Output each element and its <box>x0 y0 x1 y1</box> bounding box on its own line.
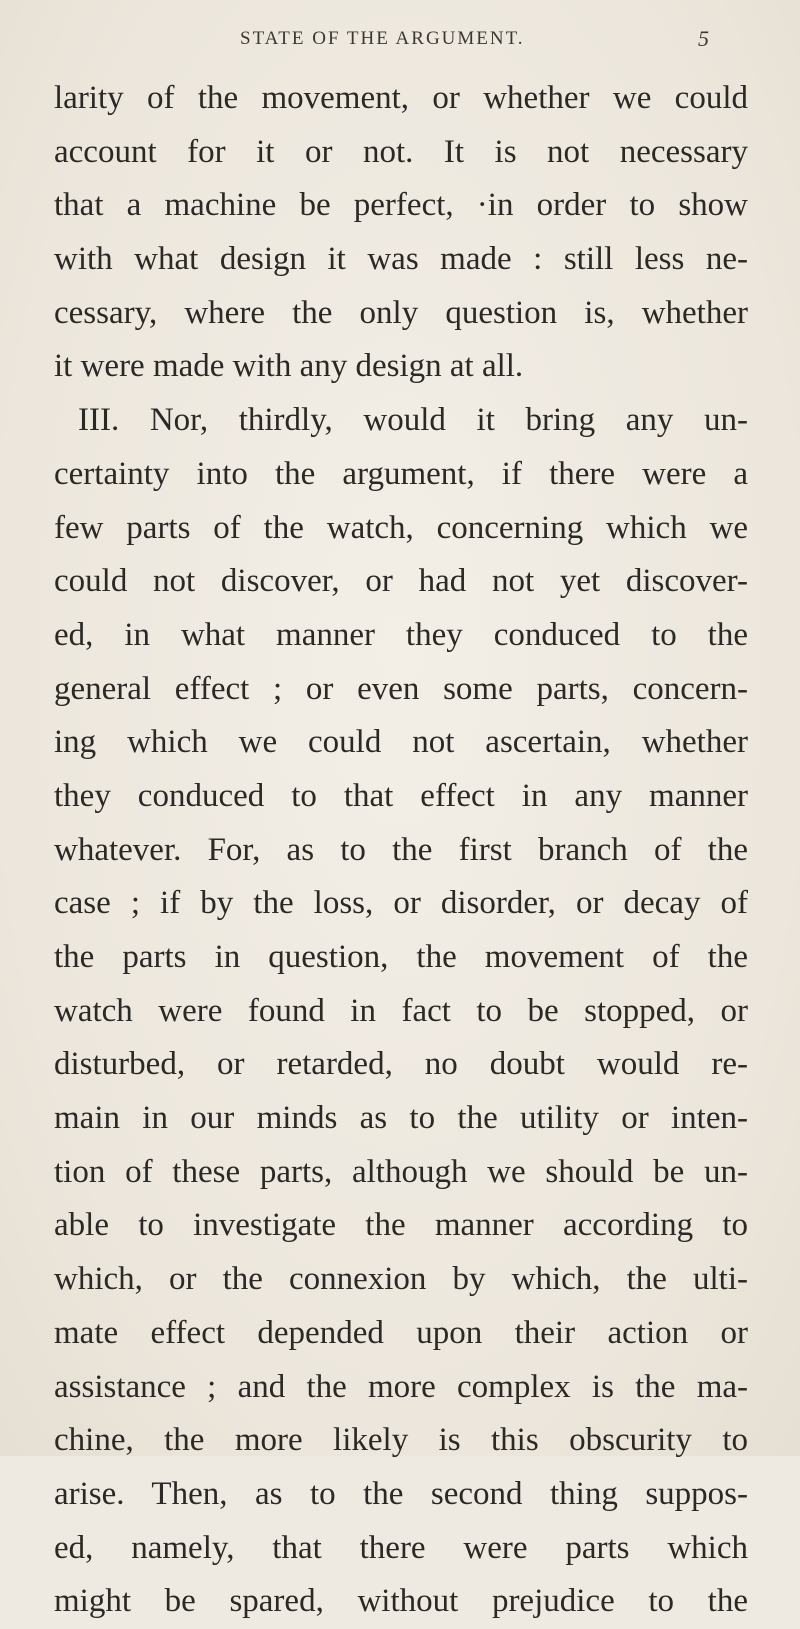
page-number: 5 <box>698 26 709 51</box>
text-line: assistance ; and the more complex is the ma- <box>54 1368 748 1405</box>
text-line: larity of the movement, or whether we could <box>54 80 748 116</box>
text-line: with what design it was made : still less ne- <box>54 241 748 278</box>
text-line: which, or the connexion by which, the ulti- <box>54 1261 748 1298</box>
running-head <box>0 26 800 54</box>
text-line: ed, in what manner they conduced to the <box>54 616 748 653</box>
text-line: disturbed, or retarded, no doubt would re- <box>54 1046 748 1083</box>
text-line: chine, the more likely is this obscurity to <box>54 1422 748 1459</box>
text-line: the parts in question, the movement of the <box>54 939 748 975</box>
text-line: able to investigate the manner according to <box>54 1207 748 1244</box>
text-line: could not discover, or had not yet discover- <box>54 563 748 600</box>
text-line: few parts of the watch, concerning which we <box>54 509 748 546</box>
text-line: general effect ; or even some parts, concern- <box>54 670 748 707</box>
text-line: it were made with any design at all. <box>54 348 524 385</box>
text-line: certainty into the argument, if there were a <box>54 455 748 492</box>
text-line: ed, namely, that there were parts which <box>54 1529 748 1566</box>
text-line: whatever. For, as to the first branch of the <box>54 831 748 868</box>
text-line: might be spared, without prejudice to the <box>54 1583 748 1620</box>
body-text <box>54 72 748 1629</box>
text-line: ing which we could not ascertain, whether <box>54 724 748 761</box>
text-line: III. Nor, thirdly, would it bring any un- <box>78 402 748 439</box>
text-line: they conduced to that effect in any manner <box>54 777 748 814</box>
running-title: STATE OF THE ARGUMENT. <box>240 28 525 49</box>
text-line: tion of these parts, although we should be un- <box>54 1153 748 1190</box>
text-line: main in our minds as to the utility or inten- <box>54 1100 748 1137</box>
text-line: account for it or not. It is not necessary <box>54 133 748 170</box>
text-line: mate effect depended upon their action or <box>54 1314 748 1351</box>
text-line: that a machine be perfect, ·in order to show <box>54 187 748 224</box>
text-line: cessary, where the only question is, whether <box>54 294 748 331</box>
text-line: watch were found in fact to be stopped, or <box>54 992 748 1029</box>
text-line: arise. Then, as to the second thing suppos- <box>54 1475 748 1512</box>
text-line: case ; if by the loss, or disorder, or decay of <box>54 885 748 922</box>
